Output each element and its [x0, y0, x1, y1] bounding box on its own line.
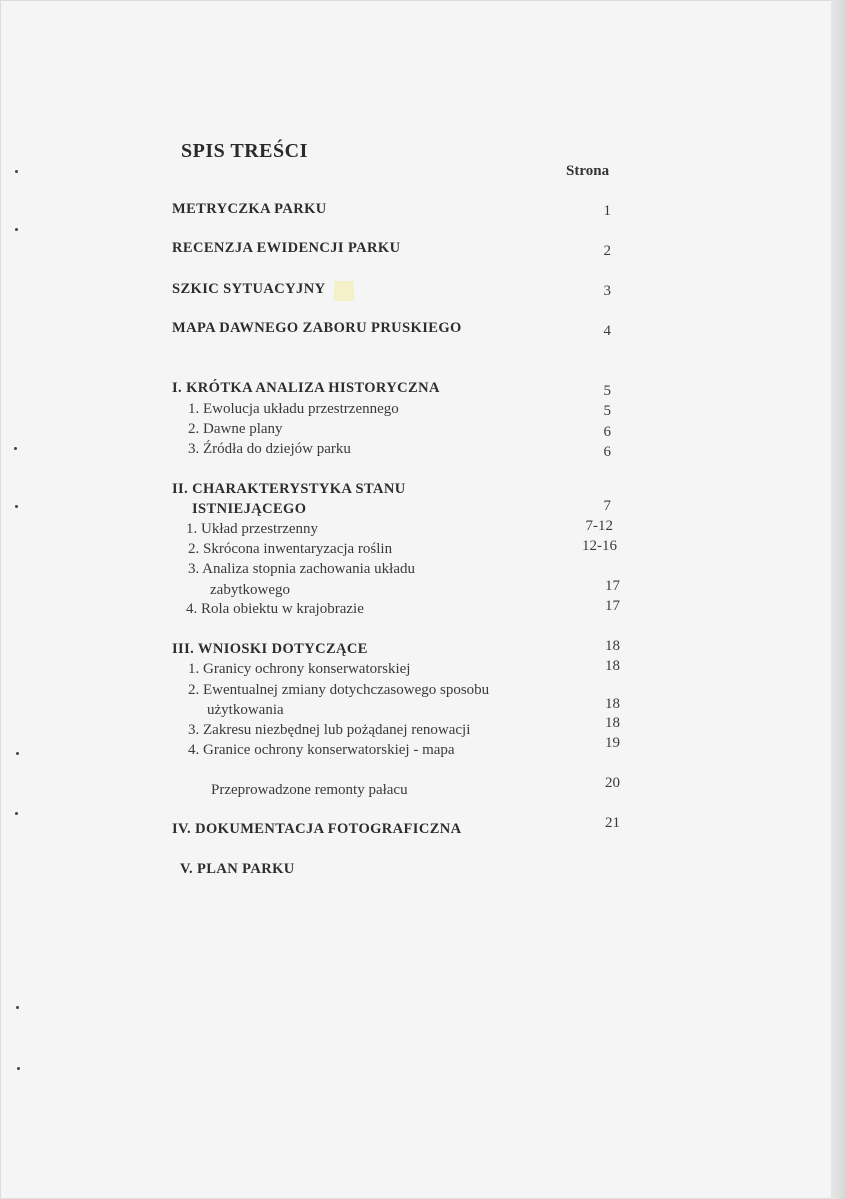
page-column-header: Strona	[566, 163, 610, 179]
toc-page-number: 7-12	[585, 518, 613, 534]
toc-page-number: 19	[605, 735, 620, 751]
scan-speck	[16, 1006, 19, 1009]
toc-subentry: 1. Granicy ochrony konserwatorskiej	[188, 661, 411, 677]
toc-page-number: 18	[605, 696, 620, 712]
toc-subentry: 3. Źródła do dziejów parku	[188, 441, 351, 457]
scan-speck	[15, 812, 18, 815]
toc-subentry: 2. Dawne plany	[188, 421, 283, 437]
scan-speck	[15, 228, 18, 231]
toc-page-number: 17	[605, 598, 620, 614]
toc-entry-metryczka: METRYCZKA PARKU	[172, 201, 327, 217]
toc-page-number: 6	[603, 444, 611, 460]
toc-subentry: 4. Granice ochrony konserwatorskiej - mapa	[188, 742, 455, 758]
toc-page-number: 18	[605, 715, 620, 731]
toc-section-ii-continued: ISTNIEJĄCEGO	[192, 501, 307, 517]
toc-page-number: 5	[603, 383, 611, 399]
toc-subentry-continued: zabytkowego	[210, 582, 290, 598]
toc-section-iii: III. WNIOSKI DOTYCZĄCE	[172, 641, 368, 657]
scan-speck	[15, 170, 18, 173]
scan-speck	[14, 447, 17, 450]
toc-section-i: I. KRÓTKA ANALIZA HISTORYCZNA	[172, 380, 440, 396]
toc-entry-szkic: SZKIC SYTUACYJNY	[172, 281, 326, 297]
scan-speck	[16, 752, 19, 755]
toc-page-number: 6	[603, 424, 611, 440]
toc-page-number: 20	[605, 775, 620, 791]
toc-page-number: 4	[603, 323, 611, 339]
toc-page-number: 18	[605, 638, 620, 654]
toc-subentry: 2. Ewentualnej zmiany dotychczasowego sposobu	[188, 682, 490, 698]
toc-entry-remonty: Przeprowadzone remonty pałacu	[211, 782, 408, 798]
toc-page-number: 1	[603, 203, 611, 219]
toc-subentry: 2. Skrócona inwentaryzacja roślin	[188, 541, 393, 557]
toc-section-v: V. PLAN PARKU	[180, 861, 295, 877]
toc-page-number: 21	[605, 815, 620, 831]
toc-page-number: 18	[605, 658, 620, 674]
toc-subentry: 1. Układ przestrzenny	[186, 521, 319, 537]
toc-page-number: 17	[605, 578, 620, 594]
toc-subentry: 1. Ewolucja układu przestrzennego	[188, 401, 399, 417]
highlight-mark	[334, 281, 354, 301]
toc-subentry: 3. Analiza stopnia zachowania układu	[188, 561, 416, 577]
toc-page-number: 12-16	[582, 538, 617, 554]
toc-page-number: 5	[603, 403, 611, 419]
scan-speck	[17, 1067, 20, 1070]
toc-subentry: 3. Zakresu niezbędnej lub pożądanej renowacji	[188, 722, 471, 738]
page-title: SPIS TREŚCI	[181, 140, 308, 162]
toc-page-number: 7	[603, 498, 611, 514]
toc-entry-recenzja: RECENZJA EWIDENCJI PARKU	[172, 240, 401, 256]
page-edge	[831, 0, 845, 1199]
toc-subentry-continued: użytkowania	[207, 702, 284, 718]
toc-section-iv: IV. DOKUMENTACJA FOTOGRAFICZNA	[172, 821, 462, 837]
toc-page-number: 3	[603, 283, 611, 299]
scan-speck	[15, 505, 18, 508]
toc-subentry: 4. Rola obiektu w krajobrazie	[186, 601, 364, 617]
toc-section-ii: II. CHARAKTERYSTYKA STANU	[172, 481, 406, 497]
toc-page-number: 2	[603, 243, 611, 259]
toc-entry-mapa: MAPA DAWNEGO ZABORU PRUSKIEGO	[172, 320, 462, 336]
